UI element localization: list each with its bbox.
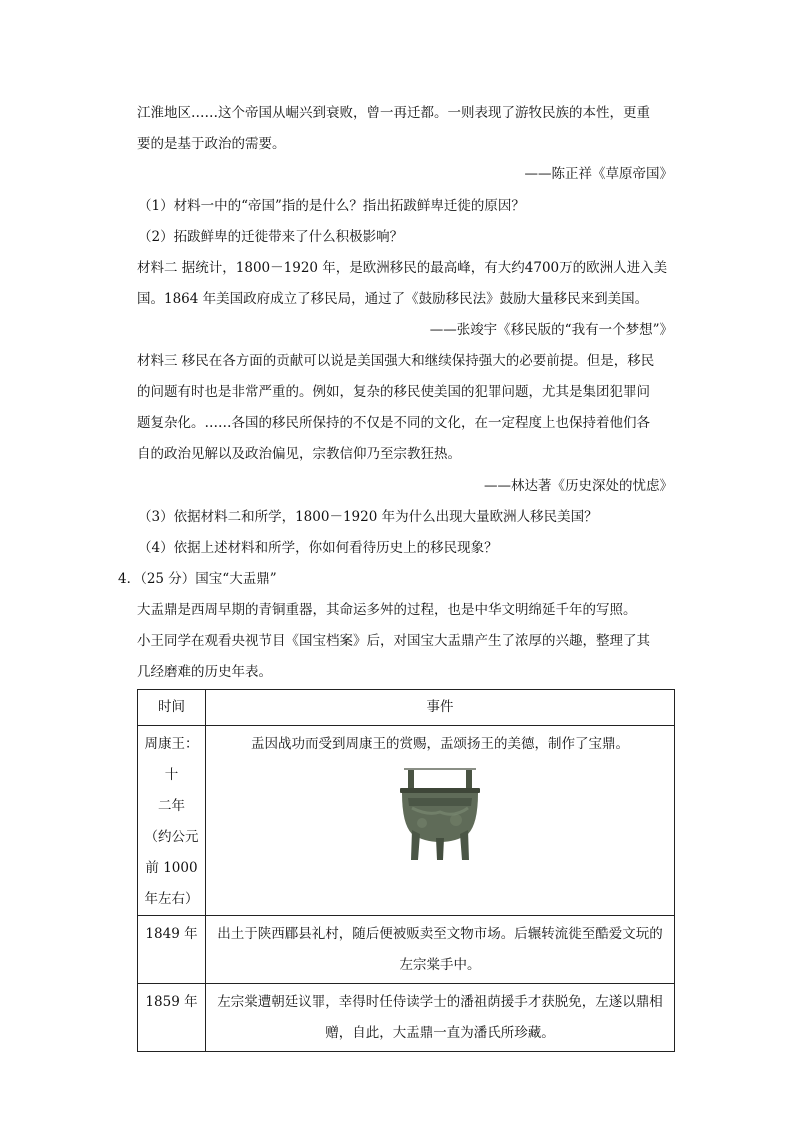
event-line: 出土于陕西郿县礼村，随后便被贩卖至文物市场。后辗转流徙至酷爱文玩的 [217,926,663,942]
event-cell [206,916,675,984]
intro-line: 几经磨难的历史年表。 [137,664,272,680]
event-text [206,916,674,983]
event-cell [206,726,675,916]
source-citation: ——陈正祥《草原帝国》 [524,166,673,182]
material-line: 题复杂化。……各国的移民所保持的不仅是不同的文化，在一定程度上也保持着他们各 [137,415,650,431]
time-line: 1849 年 [145,926,198,942]
time-cell [138,726,206,916]
table-header-row [138,690,675,726]
time-line: 1859 年 [145,994,198,1010]
source-citation: ——张竣宇《移民版的“我有一个梦想”》 [429,322,673,338]
time-line: 前 1000 [145,860,198,876]
time-line: 二年 [158,798,185,814]
event-line: 赠，自此，大盂鼎一直为潘氏所珍藏。 [325,1025,555,1041]
event-line: 左宗棠手中。 [399,957,481,973]
time-line: 年左右） [144,891,199,907]
material-line: 材料二 据统计，1800－1920 年，是欧洲移民的最高峰，有大约4700万的欧洲人进入美 [137,260,668,276]
time-cell [138,916,206,984]
event-line: 左宗棠遭朝廷议罪，幸得时任侍读学士的潘祖荫援手才获脱免，左遂以鼎相 [217,994,663,1010]
passage-line: 要的是基于政治的需要。 [137,136,286,152]
table-row [138,726,675,916]
table-row [138,984,675,1052]
question-title: 4．（25 分）国宝“大盂鼎” [118,571,277,587]
header-time: 时间 [138,690,206,726]
source-citation: ——林达著《历史深处的忧虑》 [484,478,673,494]
material-line: 自的政治见解以及政治偏见，宗教信仰乃至宗教狂热。 [137,446,461,462]
time-line: （约公元 [144,829,199,845]
intro-line: 小王同学在观看央视节目《国宝档案》后，对国宝大盂鼎产生了浓厚的兴趣，整理了其 [137,633,650,649]
material-line: 材料三 移民在各方面的贡献可以说是美国强大和继续保持强大的必要前提。但是，移民 [137,353,655,369]
table-row [138,916,675,984]
intro-line: 大盂鼎是西周早期的青铜重器，其命运多舛的过程，也是中华文明绵延千年的写照。 [137,602,637,618]
material-line: 国。1864 年美国政府成立了移民局，通过了《鼓励移民法》鼓励大量移民来到美国。 [137,291,649,307]
time-cell [138,984,206,1052]
question-item: （2）拓跋鲜卑的迁徙带来了什么积极影响？ [138,229,404,245]
event-cell [206,984,675,1052]
time-line: 周康王：十 [144,736,199,783]
header-event: 事件 [206,690,675,726]
material-line: 的问题有时也是非常严重的。例如，复杂的移民使美国的犯罪问题，尤其是集团犯罪问 [137,384,650,400]
question-item: （4）依据上述材料和所学，你如何看待历史上的移民现象？ [138,540,498,556]
da-yu-ding-image [398,768,482,862]
passage-line: 江淮地区……这个帝国从崛兴到衰败，曾一再迁都。一则表现了游牧民族的本性，更重 [137,105,650,121]
event-text [206,984,674,1051]
question-item: （1）材料一中的“帝国”指的是什么？指出拓跋鲜卑迁徙的原因？ [138,198,525,214]
history-table [137,689,675,1052]
question-item: （3）依据材料二和所学，1800－1920 年为什么出现大量欧洲人移民美国？ [138,509,598,525]
event-text: 盂因战功而受到周康王的赏赐，盂颂扬王的美德，制作了宝鼎。 [251,736,629,752]
